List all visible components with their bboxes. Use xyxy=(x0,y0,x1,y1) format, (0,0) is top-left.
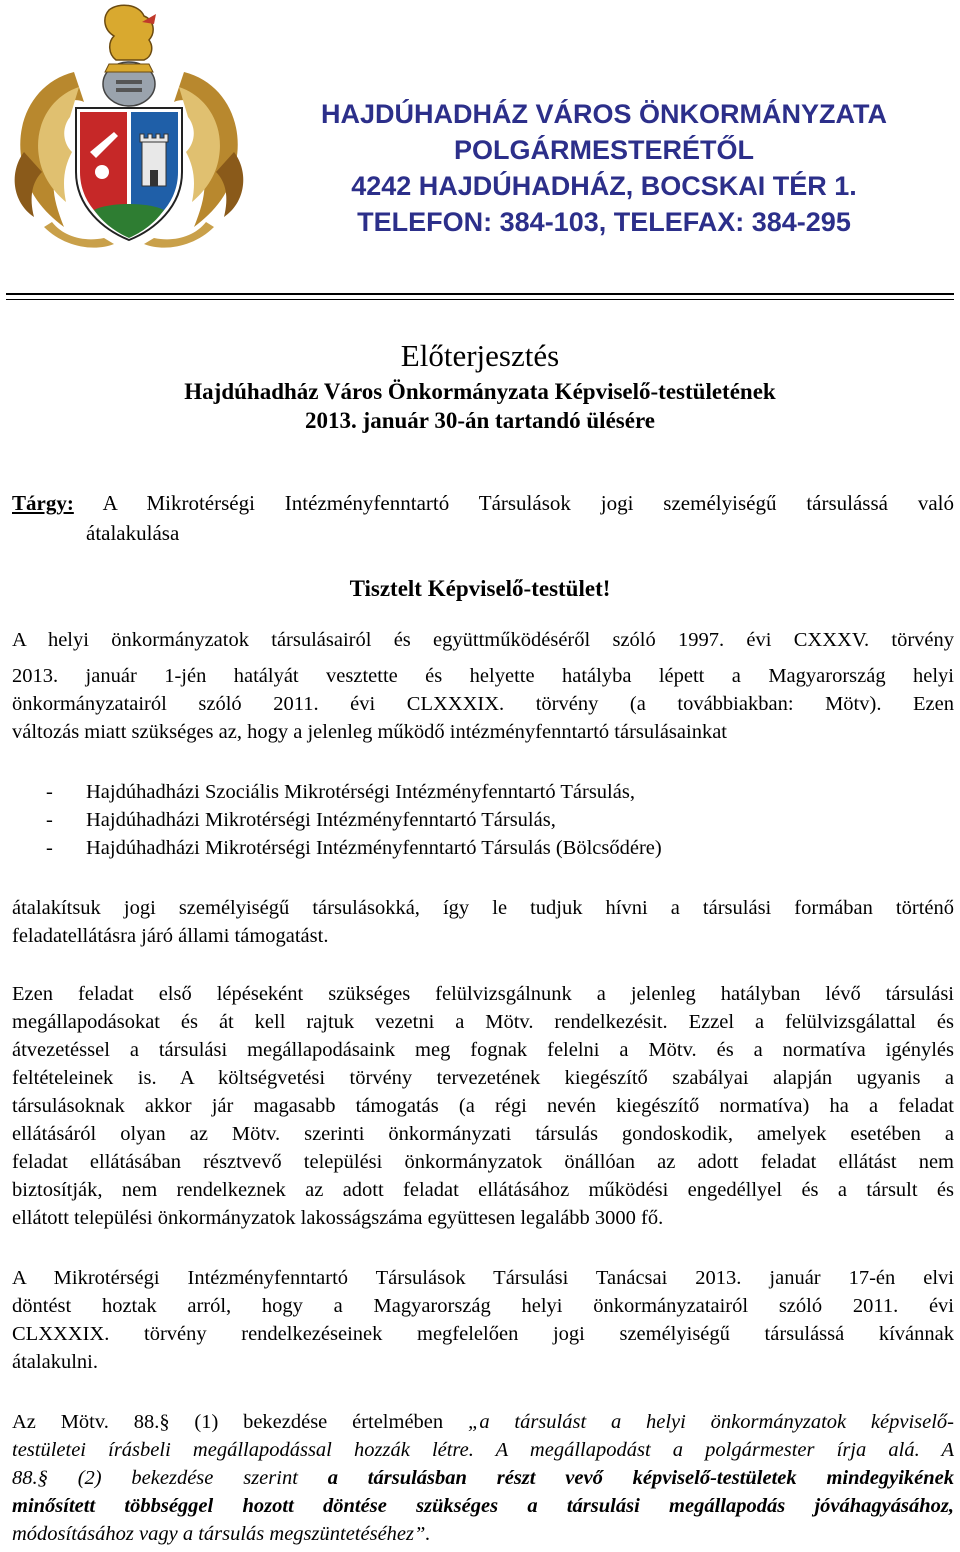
list-item-text: Hajdúhadházi Mikrotérségi Intézményfenntartó Társulás, xyxy=(86,809,556,831)
letterhead-line: POLGÁRMESTERÉTŐL xyxy=(453,135,754,165)
quote-run: „a társulást a helyi önkormányzatok képviselő- xyxy=(467,1411,954,1433)
list-item-text: Hajdúhadházi Mikrotérségi Intézményfenntartó Társulás (Bölcsődére) xyxy=(86,837,662,859)
paragraph-line: feladatellátásra járó állami támogatást. xyxy=(12,925,329,947)
subject-text: A Mikrotérségi Intézményfenntartó Társulások jogi személyiségű társulássá való xyxy=(102,491,955,515)
document-title: Előterjesztés xyxy=(400,338,560,373)
list-item xyxy=(46,778,635,806)
paragraph-line xyxy=(12,1464,954,1492)
header-divider-thick xyxy=(6,293,954,295)
meeting-date: 2013. január 30-án tartandó ülésére xyxy=(305,408,655,433)
subject-label: Tárgy: xyxy=(12,491,74,515)
paragraph-line: módosításához vagy a társulás megszüntetéséhez”. xyxy=(12,1523,431,1545)
quote-run: 88.§ (2) bekezdése szerint xyxy=(12,1467,328,1489)
paragraph-line: átvezetéssel a társulási megállapodásaink meg fognak felelni a Mötv. és a normatíva igénylés xyxy=(12,1039,954,1061)
paragraph-line: 2013. január 1-jén hatályát vesztette és helyette hatályba lépett a Magyarország helyi xyxy=(12,665,954,687)
list-dash: - xyxy=(46,781,53,803)
list-item xyxy=(46,834,662,862)
paragraph-line xyxy=(12,1408,954,1436)
paragraph-line: megállapodásokat és át kell rajtuk vezetni a Mötv. rendelkezésit. Ezzel a felülvizsgálattal és xyxy=(12,1011,954,1033)
letterhead-line: HAJDÚHADHÁZ VÁROS ÖNKORMÁNYZATA xyxy=(321,99,887,129)
paragraph-line: átalakítsuk jogi személyiségű társulásokká, így le tudjuk hívni a társulási formában történő xyxy=(12,897,954,919)
paragraph-line: döntést hoztak arról, hogy a Magyarország helyi önkormányzatairól szóló 2011. évi xyxy=(12,1295,954,1317)
paragraph-line: A Mikrotérségi Intézményfenntartó Társulások Társulási Tanácsai 2013. január 17-én elvi xyxy=(12,1267,954,1289)
subject-text-continued: átalakulása xyxy=(86,521,180,545)
list-dash: - xyxy=(46,837,53,859)
list-item xyxy=(46,806,556,834)
paragraph-line: A helyi önkormányzatok társulásairól és együttműködéséről szóló 1997. évi CXXXV. törvény xyxy=(12,629,954,651)
paragraph-line: biztosítják, nem rendelkeznek az adott feladat ellátásához működési engedéllyel és a társult és xyxy=(12,1179,954,1201)
text-run: Az Mötv. 88.§ (1) bekezdése értelmében xyxy=(12,1411,468,1433)
paragraph-line: Ezen feladat első lépéseként szükséges felülvizsgálnunk a jelenleg hatályban lévő társulási xyxy=(12,983,954,1005)
paragraph-line: minősített többséggel hozott döntése szükséges a társulási megállapodás jóváhagyásához, xyxy=(12,1495,954,1517)
letterhead-line: TELEFON: 384-103, TELEFAX: 384-295 xyxy=(357,207,851,237)
paragraph-line: feladat ellátásában résztvevő települési önkormányzatok önállóan az adott feladat ellátást nem xyxy=(12,1151,954,1173)
header-divider-thin xyxy=(6,299,954,300)
document-subtitle: Hajdúhadház Város Önkormányzata Képviselő-testületének xyxy=(184,379,776,404)
paragraph-line: feltételeinek is. A költségvetési törvény tervezetének kiegészítő szabályai alapján ugyanis a xyxy=(12,1067,954,1089)
letterhead xyxy=(262,96,946,240)
salutation: Tisztelt Képviselő-testület! xyxy=(349,576,611,601)
paragraph-line: társulásoknak akkor jár magasabb támogatás (a régi nevén kiegészítő normatíva) ha a feladat xyxy=(12,1095,954,1117)
paragraph-line: átalakulni. xyxy=(12,1351,98,1373)
coat-of-arms-logo xyxy=(4,2,254,257)
paragraph-line: önkormányzatairól szóló 2011. évi CLXXXIX. törvény (a továbbiakban: Mötv). Ezen xyxy=(12,693,954,715)
subject-line xyxy=(12,488,954,518)
list-dash: - xyxy=(46,809,53,831)
paragraph-line: testületei írásbeli megállapodással hozzák létre. A megállapodást a polgármester írja alá. A xyxy=(12,1439,954,1461)
letterhead-line: 4242 HAJDÚHADHÁZ, BOCSKAI TÉR 1. xyxy=(351,171,857,201)
paragraph-line: ellátásáról olyan az Mötv. szerinti önkormányzati társulás gondoskodik, amelyek esetében a xyxy=(12,1123,954,1145)
paragraph-line: CLXXXIX. törvény rendelkezéseinek megfelelően jogi személyiségű társulássá kívánnak xyxy=(12,1323,954,1345)
list-item-text: Hajdúhadházi Szociális Mikrotérségi Intézményfenntartó Társulás, xyxy=(86,781,635,803)
emphasis-run: a társulásban részt vevő képviselő-testületek mindegyikének xyxy=(327,1467,954,1489)
paragraph-line: változás miatt szükséges az, hogy a jelenleg működő intézményfenntartó társulásainkat xyxy=(12,721,727,743)
paragraph-line: ellátott települési önkormányzatok lakosságszáma együttesen legalább 3000 fő. xyxy=(12,1207,664,1229)
